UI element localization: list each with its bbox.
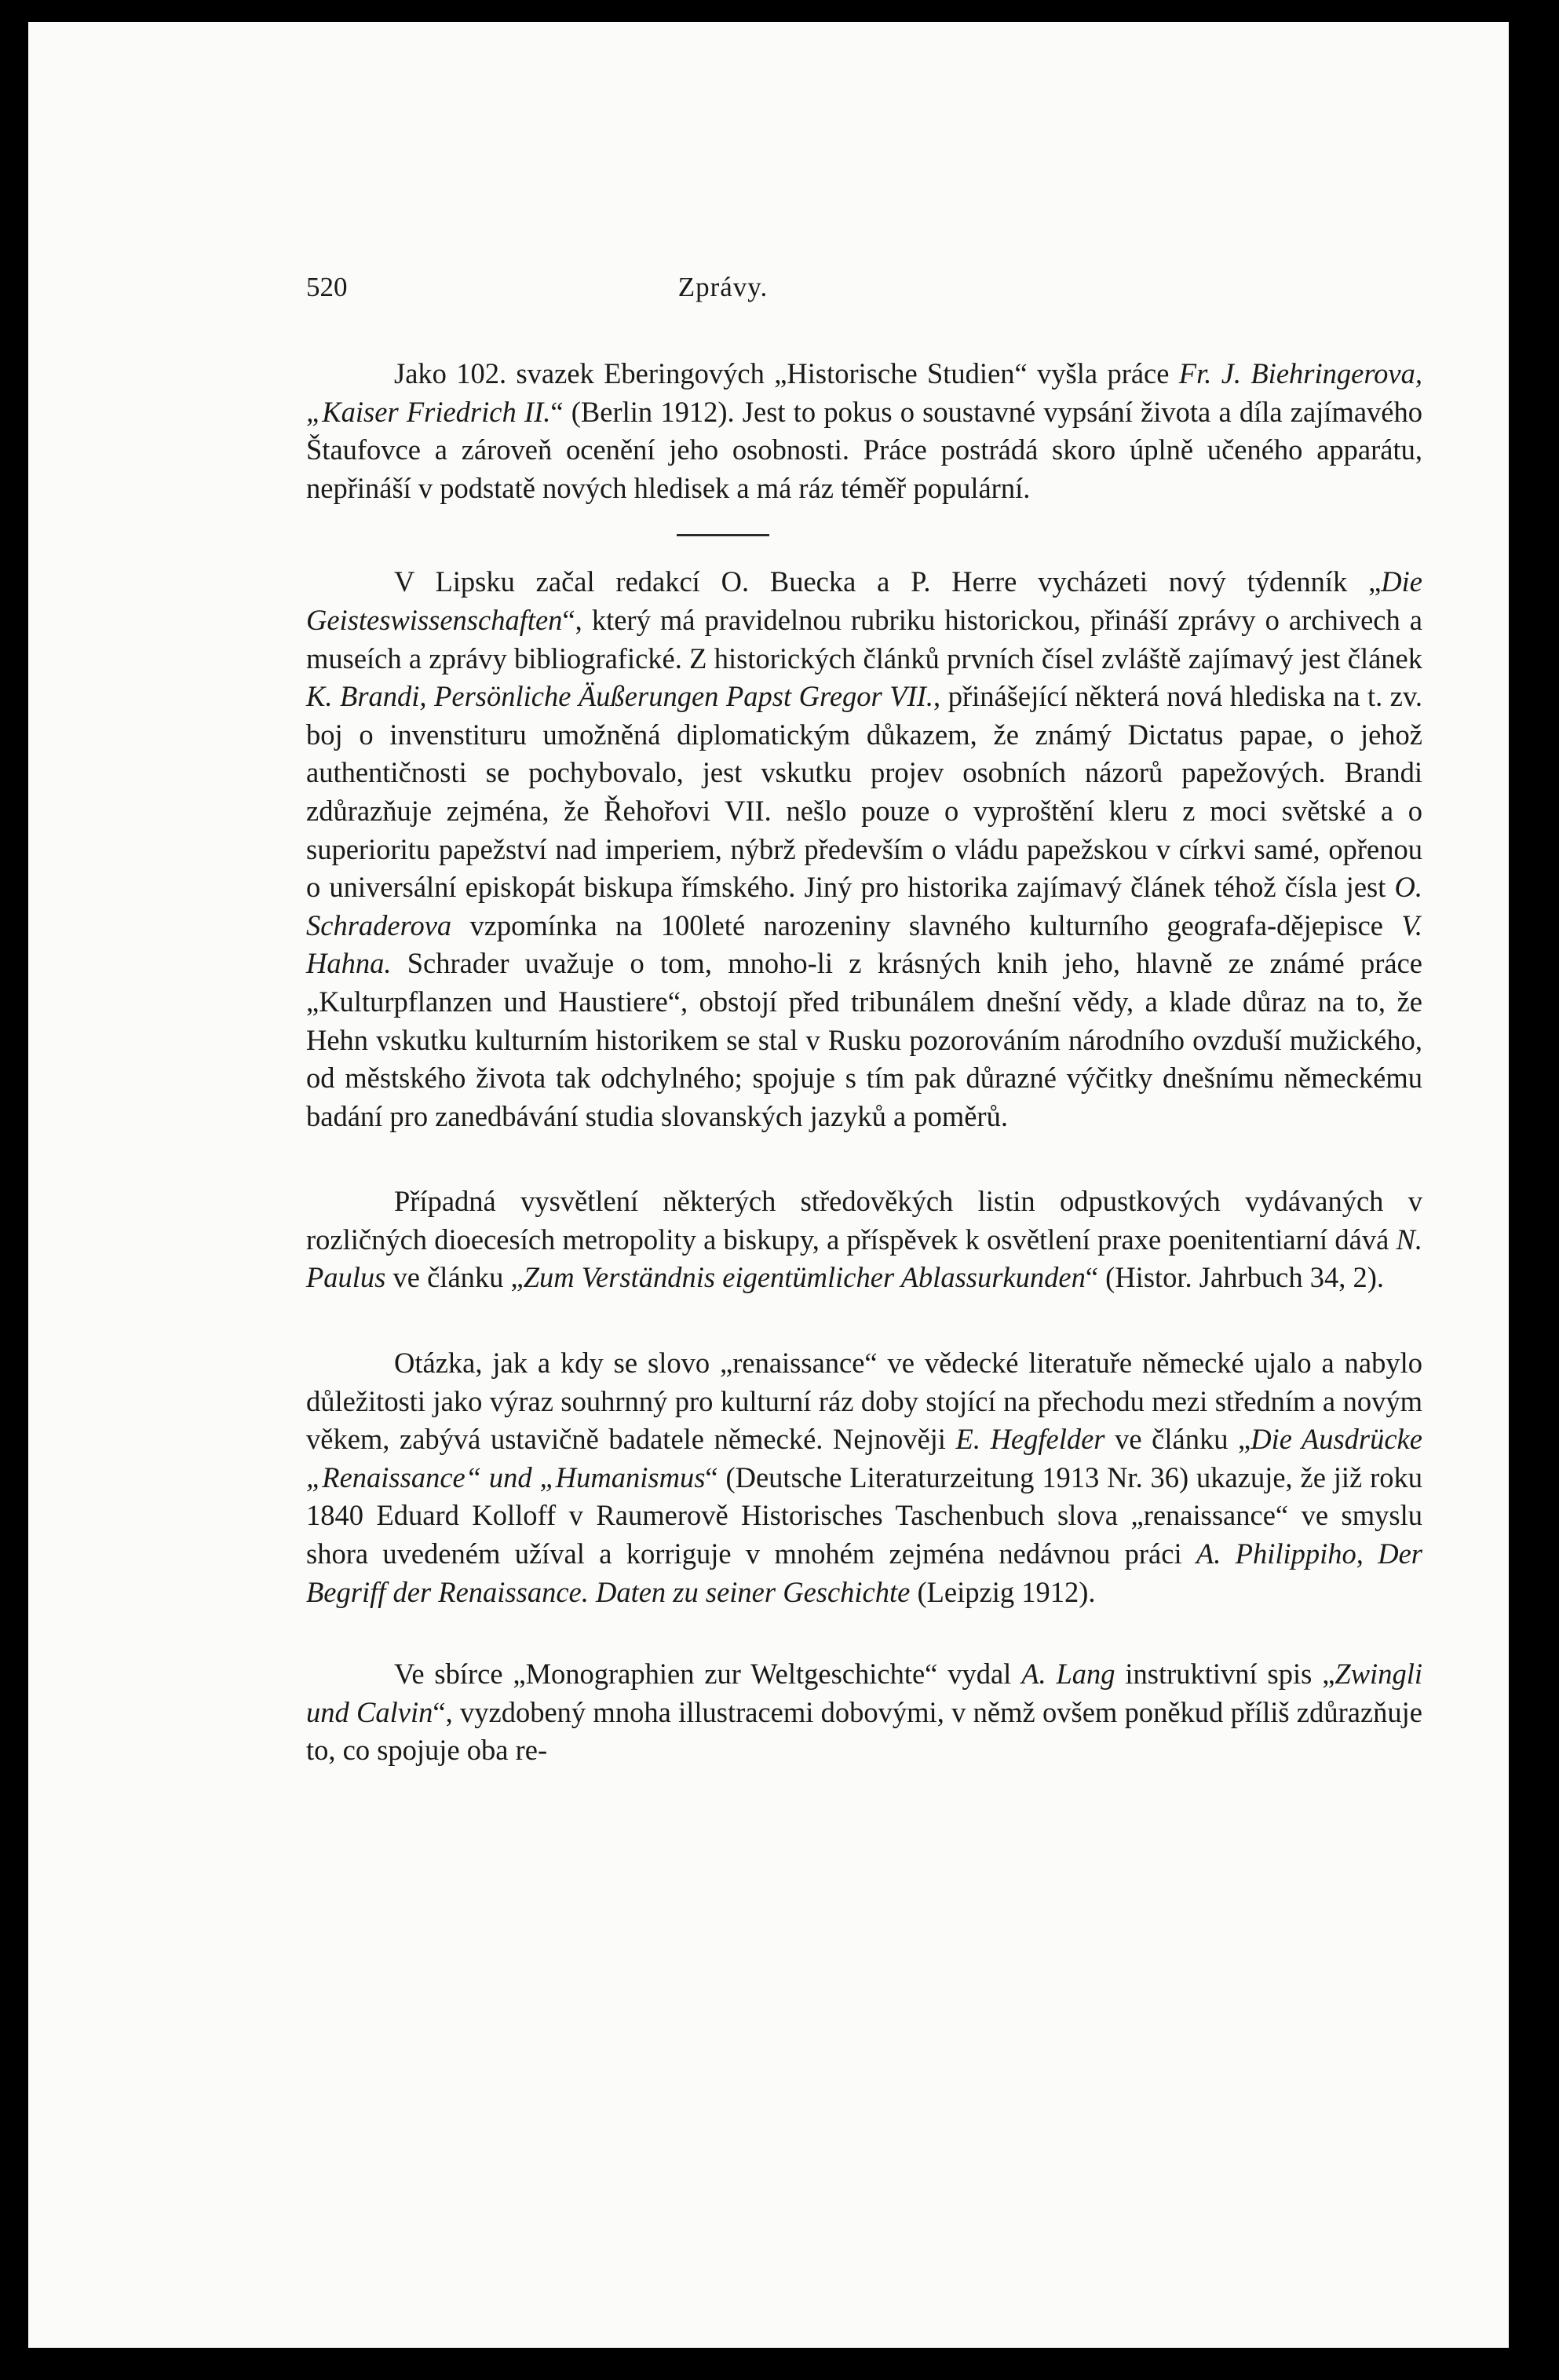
text-run: “ (Deutsche Literaturzeitung 1913 Nr. 36) ukazuje, že již roku 1840 Eduard Kolloff v Raumerově Historisches Taschenbuch slova „renaissance“ ve smyslu shora uvedeném užíval a korriguje v mnohém zejména nedávnou práci xyxy=(306,1461,1422,1570)
paragraph xyxy=(306,563,1422,1135)
text-run: instruktivní spis „ xyxy=(1115,1658,1335,1691)
text-run: Případná vysvětlení některých středověkých listin odpustkových vydávaných v rozličných dioecesích metropolity a biskupy, a příspěvek k osvětlení praxe poenitentiarní dává xyxy=(306,1185,1422,1256)
paragraph-gap xyxy=(306,1611,1422,1655)
text-run: Ve sbírce „Monographien zur Weltgeschichte“ vydal xyxy=(394,1658,1022,1691)
italic-text: A. Lang xyxy=(1021,1658,1115,1691)
text-run: Otázka, jak a kdy se slovo „renaissance“ ve vědecké literatuře německé ujalo a nabylo důležitosti jako výraz souhrnný pro kulturní ráz doby stojící na přechodu mezi středním a novým věkem, zabývá ustavičně badatele německé. Nejnověji xyxy=(306,1347,1422,1456)
text-run: Schrader uvažuje o tom, mnoho-li z krásných knih jeho, hlavně ze známé práce „Kulturpflanzen und Haustiere“, obstojí před tribunálem dnešní vědy, a klade důraz na to, že Hehn vskutku kulturním historikem se stal v Rusku pozorováním národního ovzduší mužického, od městského života tak odchylného; spojuje s tím pak důrazné výčitky dnešnímu německému badání pro zanedbávání studia slovanských jazyků a poměrů. xyxy=(306,947,1422,1132)
italic-text: A. Philippiho, Der Begriff der Renaissance. Daten zu seiner Geschichte xyxy=(306,1537,1422,1608)
paragraph xyxy=(306,1655,1422,1770)
text-run: , přinášející některá nová hlediska na t. zv. boj o invenstituru umožněná diplomatickým důkazem, že známý Dictatus papae, o jehož authentičnosti se pochybovalo, jest vskutku projev osobních názorů papežových. Brandi zdůrazňuje zejména, že Řehořovi VII. nešlo pouze o vyproštění kleru z moci světské a o superioritu papežství nad imperiem, nýbrž především o vládu papežskou v církvi samé, opřenou o universální episkopát biskupa římského. Jiný pro historika zajímavý článek téhož čísla jest xyxy=(306,680,1422,904)
italic-text: Die Geisteswissenschaften xyxy=(306,565,1422,636)
paragraph xyxy=(306,1344,1422,1611)
paragraph-gap xyxy=(306,1135,1422,1183)
text-run: “, který má pravidelnou rubriku historickou, přináší zprávy o archivech a museích a zprávy bibliografické. Z historických článků prvních čísel zvláště zajímavý jest článek xyxy=(306,603,1422,675)
italic-text: K. Brandi, Persönliche Äußerungen Papst Gregor VII. xyxy=(306,680,934,713)
italic-text: Zum Verständnis eigentümlicher Ablassurkunden xyxy=(523,1261,1086,1294)
paragraph-gap xyxy=(306,1297,1422,1344)
italic-text: V. Hahna. xyxy=(306,908,1422,980)
italic-text: Zwingli und Calvin xyxy=(306,1658,1422,1728)
text-run: Jako 102. svazek Eberingových „Historische Studien“ vyšla práce xyxy=(394,357,1179,389)
italic-text: N. Paulus xyxy=(306,1223,1422,1294)
italic-text: O. Schraderova xyxy=(306,871,1422,941)
text-run: “, vyzdobený mnoha illustracemi dobovými, v němž ovšem poněkud příliš zdůrazňuje to, co spojuje oba re- xyxy=(306,1695,1422,1767)
scanned-page xyxy=(28,22,1509,2348)
section-title: Zprávy. xyxy=(677,272,769,302)
text-run: ve článku „ xyxy=(385,1261,524,1294)
italic-text: Die Ausdrücke „Renaissance“ und „Humanismus xyxy=(306,1423,1422,1493)
section-divider xyxy=(677,534,769,536)
text-run: “ (Berlin 1912). Jest to pokus o soustavné vypsání života a díla zajímavého Štaufovce a zároveň ocenění jeho osobnosti. Práce postrádá skoro úplně učeného apparátu, nepřináší v podstatě nových hledisek a má ráz téměř populární. xyxy=(306,395,1422,504)
body-text xyxy=(306,355,1422,1770)
page-number: 520 xyxy=(306,272,348,302)
text-run: V Lipsku začal redakcí O. Buecka a P. Herre vycházeti nový týdenník „ xyxy=(394,565,1382,598)
paragraph xyxy=(306,355,1422,507)
running-head xyxy=(306,272,1422,311)
italic-text: Fr. J. Biehringerova, „Kaiser Friedrich II. xyxy=(306,357,1422,428)
text-run: “ (Histor. Jahrbuch 34, 2). xyxy=(1085,1261,1384,1294)
text-run: vzpomínka na 100leté narozeniny slavného kulturního geografa-dějepisce xyxy=(451,908,1402,941)
text-run: ve článku „ xyxy=(1104,1423,1251,1456)
paragraph xyxy=(306,1183,1422,1297)
italic-text: E. Hegfelder xyxy=(955,1423,1105,1456)
text-run: (Leipzig 1912). xyxy=(910,1575,1096,1608)
